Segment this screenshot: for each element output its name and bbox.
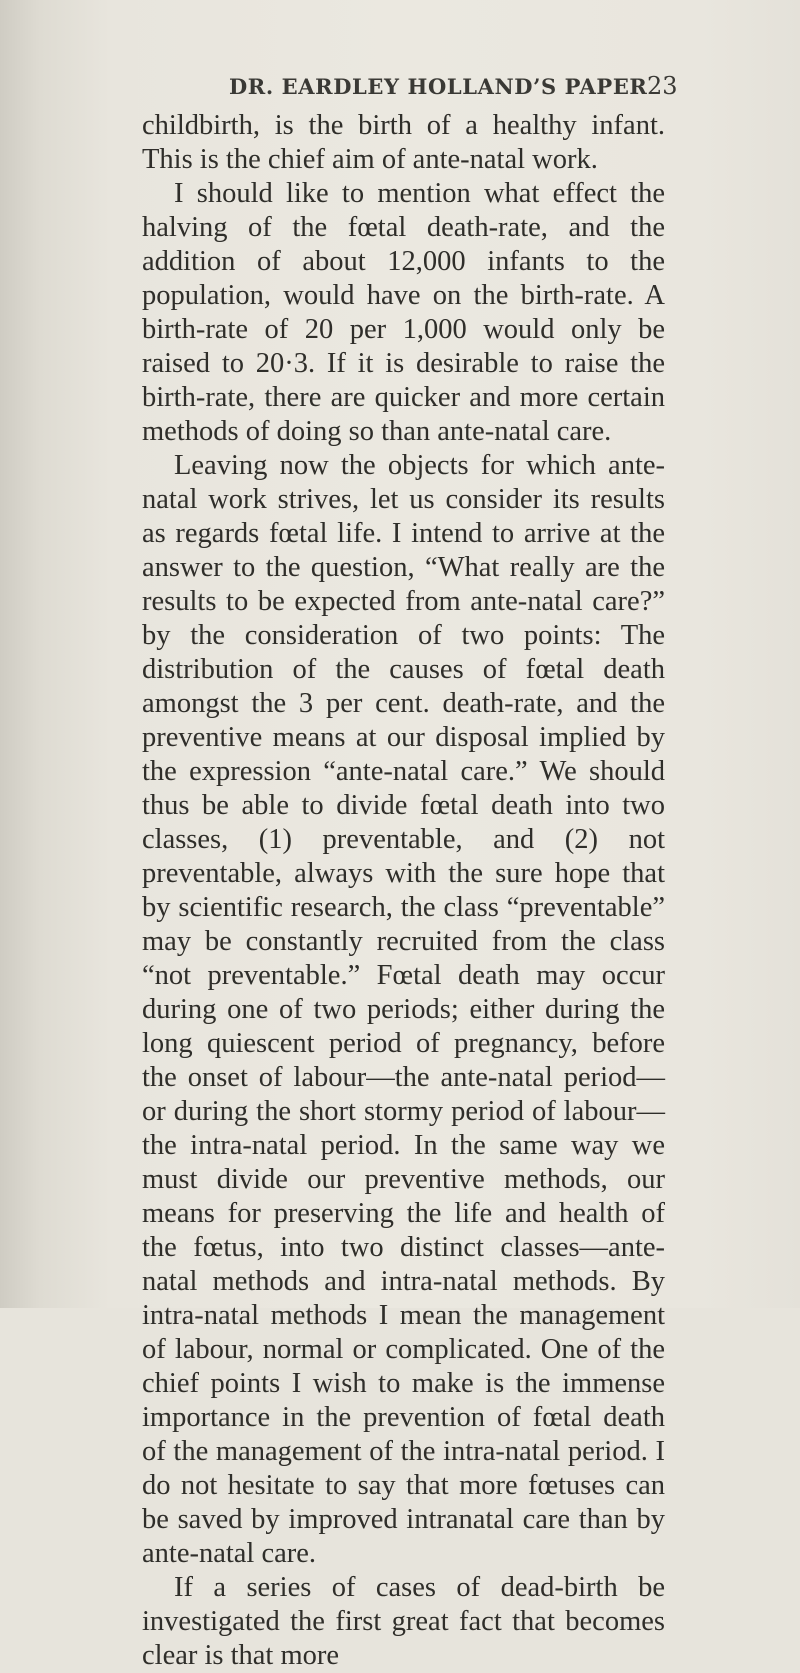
running-head: DR. EARDLEY HOLLAND’S PAPER [229, 74, 648, 99]
page-number: 23 [647, 72, 678, 100]
paragraph-results: Leaving now the objects for which ante-natal work strives, let us consider its results as regards fœtal life. I intend to arrive at the answer to the question, “What really are the results to be expected from ante-natal care?” by the consideration of two points: The distribution of the causes of fœtal death amongst the 3 per cent. death-rate, and the preventive means at our disposal implied by the expression “ante-natal care.” We should thus be able to divide fœtal death into two classes, (1) preventable, and (2) not preventable, always with the sure hope that by scientific research, the class “preventable” may be constantly recruited from the class “not preventable.” Fœtal death may occur during one of two periods; either during the long quiescent period of pregnancy, before the onset of labour—the ante-natal period—or during the short stormy period of labour—the intra-natal period. In the same way we must divide our preventive methods, our means for preserving the life and health of the fœtus, into two distinct classes—ante-natal methods and intra-natal methods. By intra-natal methods I mean the management of labour, normal or complicated. One of the chief points I wish to make is the immense importance in the prevention of fœtal death of the management of the intra-natal period. I do not hesitate to say that more fœtuses can be saved by improved intranatal care than by ante-natal care. [142, 450, 665, 1569]
paragraph-continuation: childbirth, is the birth of a healthy infant. This is the chief aim of ante-natal work. [142, 110, 665, 175]
paragraph-birth-rate: I should like to mention what effect the halving of the fœtal death-rate, and the addition of about 12,000 infants to the population, would have on the birth-rate. A birth-rate of 20 per 1,000 would only be raised to 20·3. If it is desirable to raise the birth-rate, there are quicker and more certain methods of doing so than ante-natal care. [142, 178, 665, 447]
body-text [142, 109, 665, 1673]
paragraph-dead-birth: If a series of cases of dead-birth be investigated the first great fact that becomes clear is that more [142, 1572, 665, 1671]
